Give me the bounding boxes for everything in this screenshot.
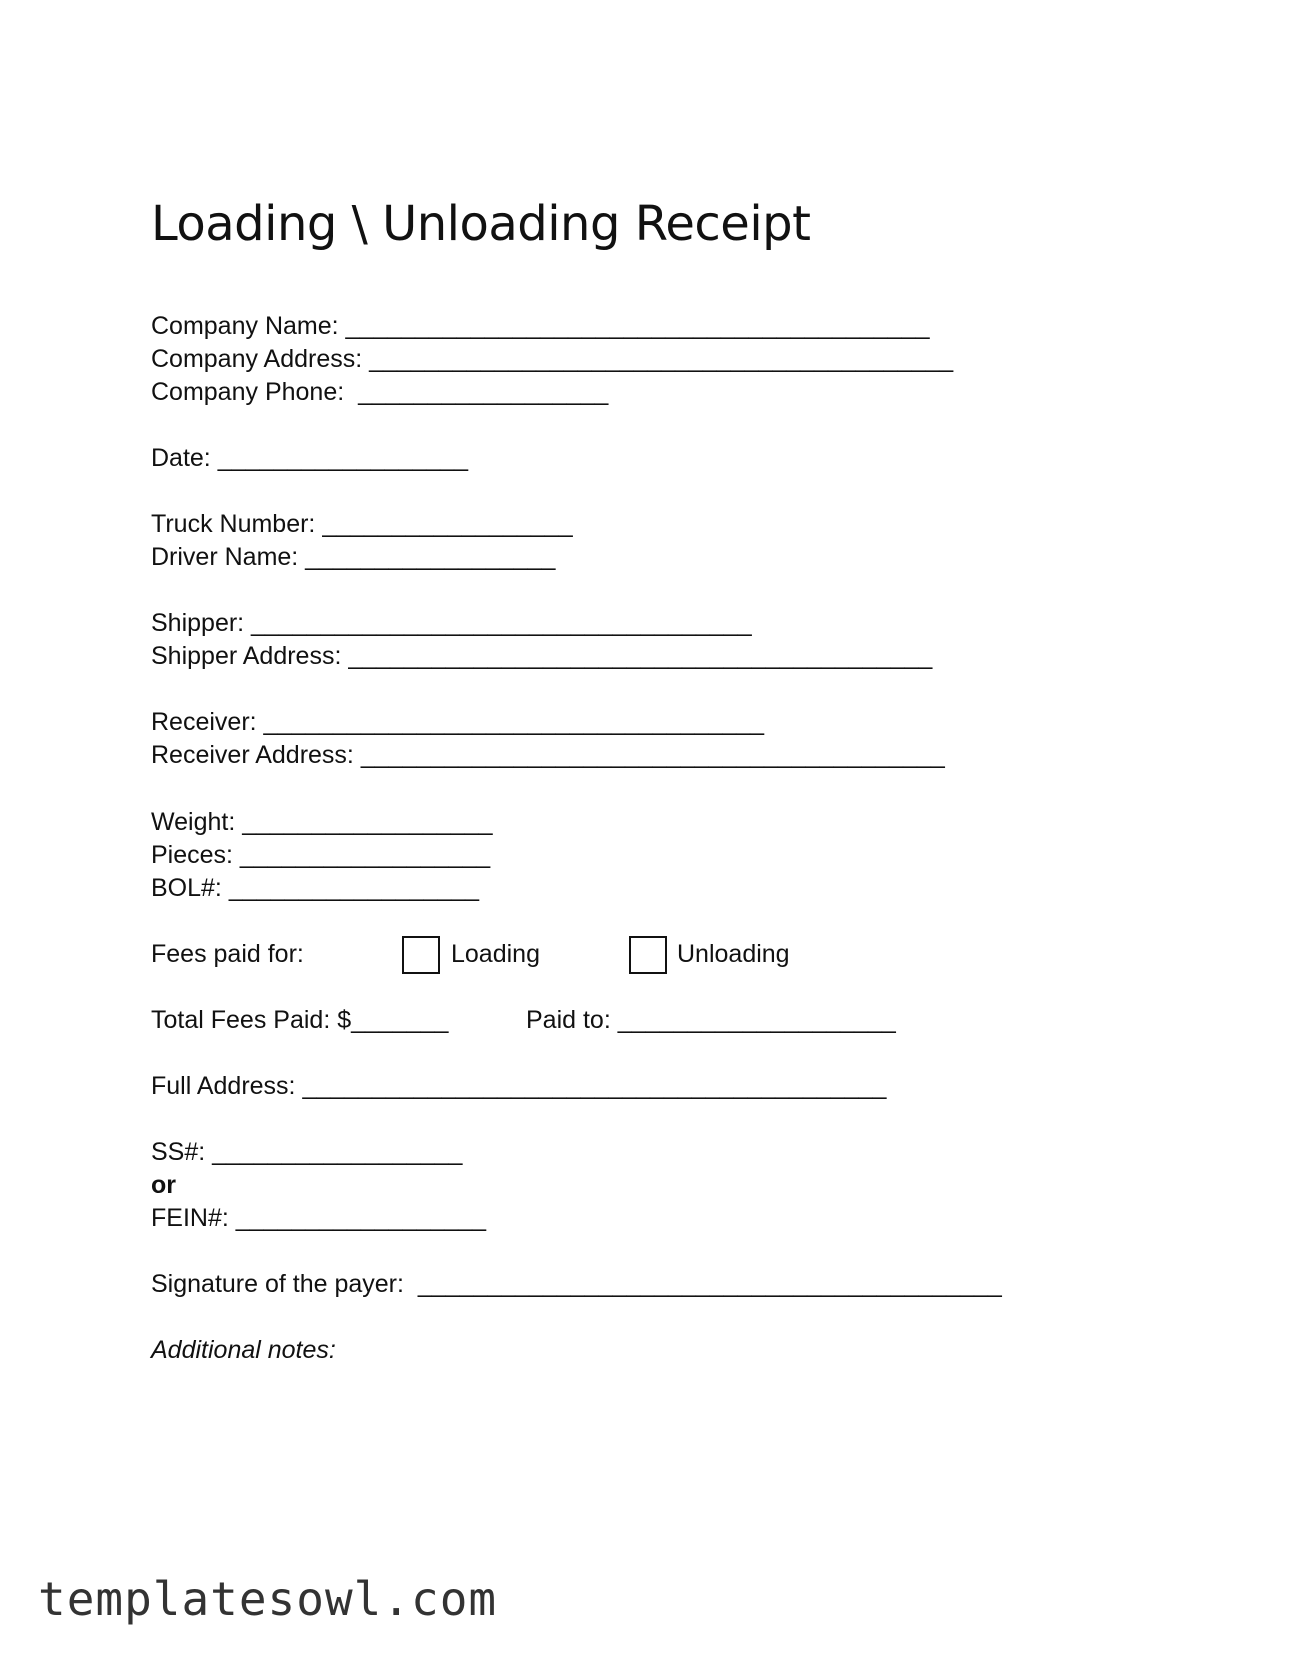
paid-to-field[interactable]: Paid to: ____________________ [526, 1006, 896, 1034]
or-label: or [151, 1171, 176, 1199]
weight-field[interactable]: Weight: __________________ [151, 808, 493, 836]
additional-notes-label: Additional notes: [151, 1336, 336, 1364]
full-address-field[interactable]: Full Address: __________________________________________ [151, 1072, 887, 1100]
unloading-checkbox[interactable] [629, 936, 667, 974]
signature-field[interactable]: Signature of the payer: __________________________________________ [151, 1270, 1002, 1298]
fein-field[interactable]: FEIN#: __________________ [151, 1204, 487, 1232]
truck-number-field[interactable]: Truck Number: __________________ [151, 510, 573, 538]
receiver-field[interactable]: Receiver: ____________________________________ [151, 708, 765, 736]
document-title: Loading \ Unloading Receipt [151, 196, 811, 252]
total-fees-paid-field[interactable]: Total Fees Paid: $_______ [151, 1006, 449, 1034]
loading-label: Loading [451, 940, 540, 968]
unloading-label: Unloading [677, 940, 790, 968]
bol-field[interactable]: BOL#: __________________ [151, 874, 480, 902]
loading-checkbox[interactable] [402, 936, 440, 974]
ss-field[interactable]: SS#: __________________ [151, 1138, 463, 1166]
shipper-address-field[interactable]: Shipper Address: __________________________________________ [151, 642, 933, 670]
driver-name-field[interactable]: Driver Name: __________________ [151, 543, 556, 571]
watermark: templatesowl.com [38, 1572, 498, 1626]
company-name-field[interactable]: Company Name: __________________________________________ [151, 312, 930, 340]
receiver-address-field[interactable]: Receiver Address: __________________________________________ [151, 741, 945, 769]
date-field[interactable]: Date: __________________ [151, 444, 468, 472]
company-address-field[interactable]: Company Address: __________________________________________ [151, 345, 954, 373]
company-phone-field[interactable]: Company Phone: __________________ [151, 378, 609, 406]
shipper-field[interactable]: Shipper: ____________________________________ [151, 609, 752, 637]
fees-paid-for-label: Fees paid for: [151, 940, 304, 968]
pieces-field[interactable]: Pieces: __________________ [151, 841, 491, 869]
